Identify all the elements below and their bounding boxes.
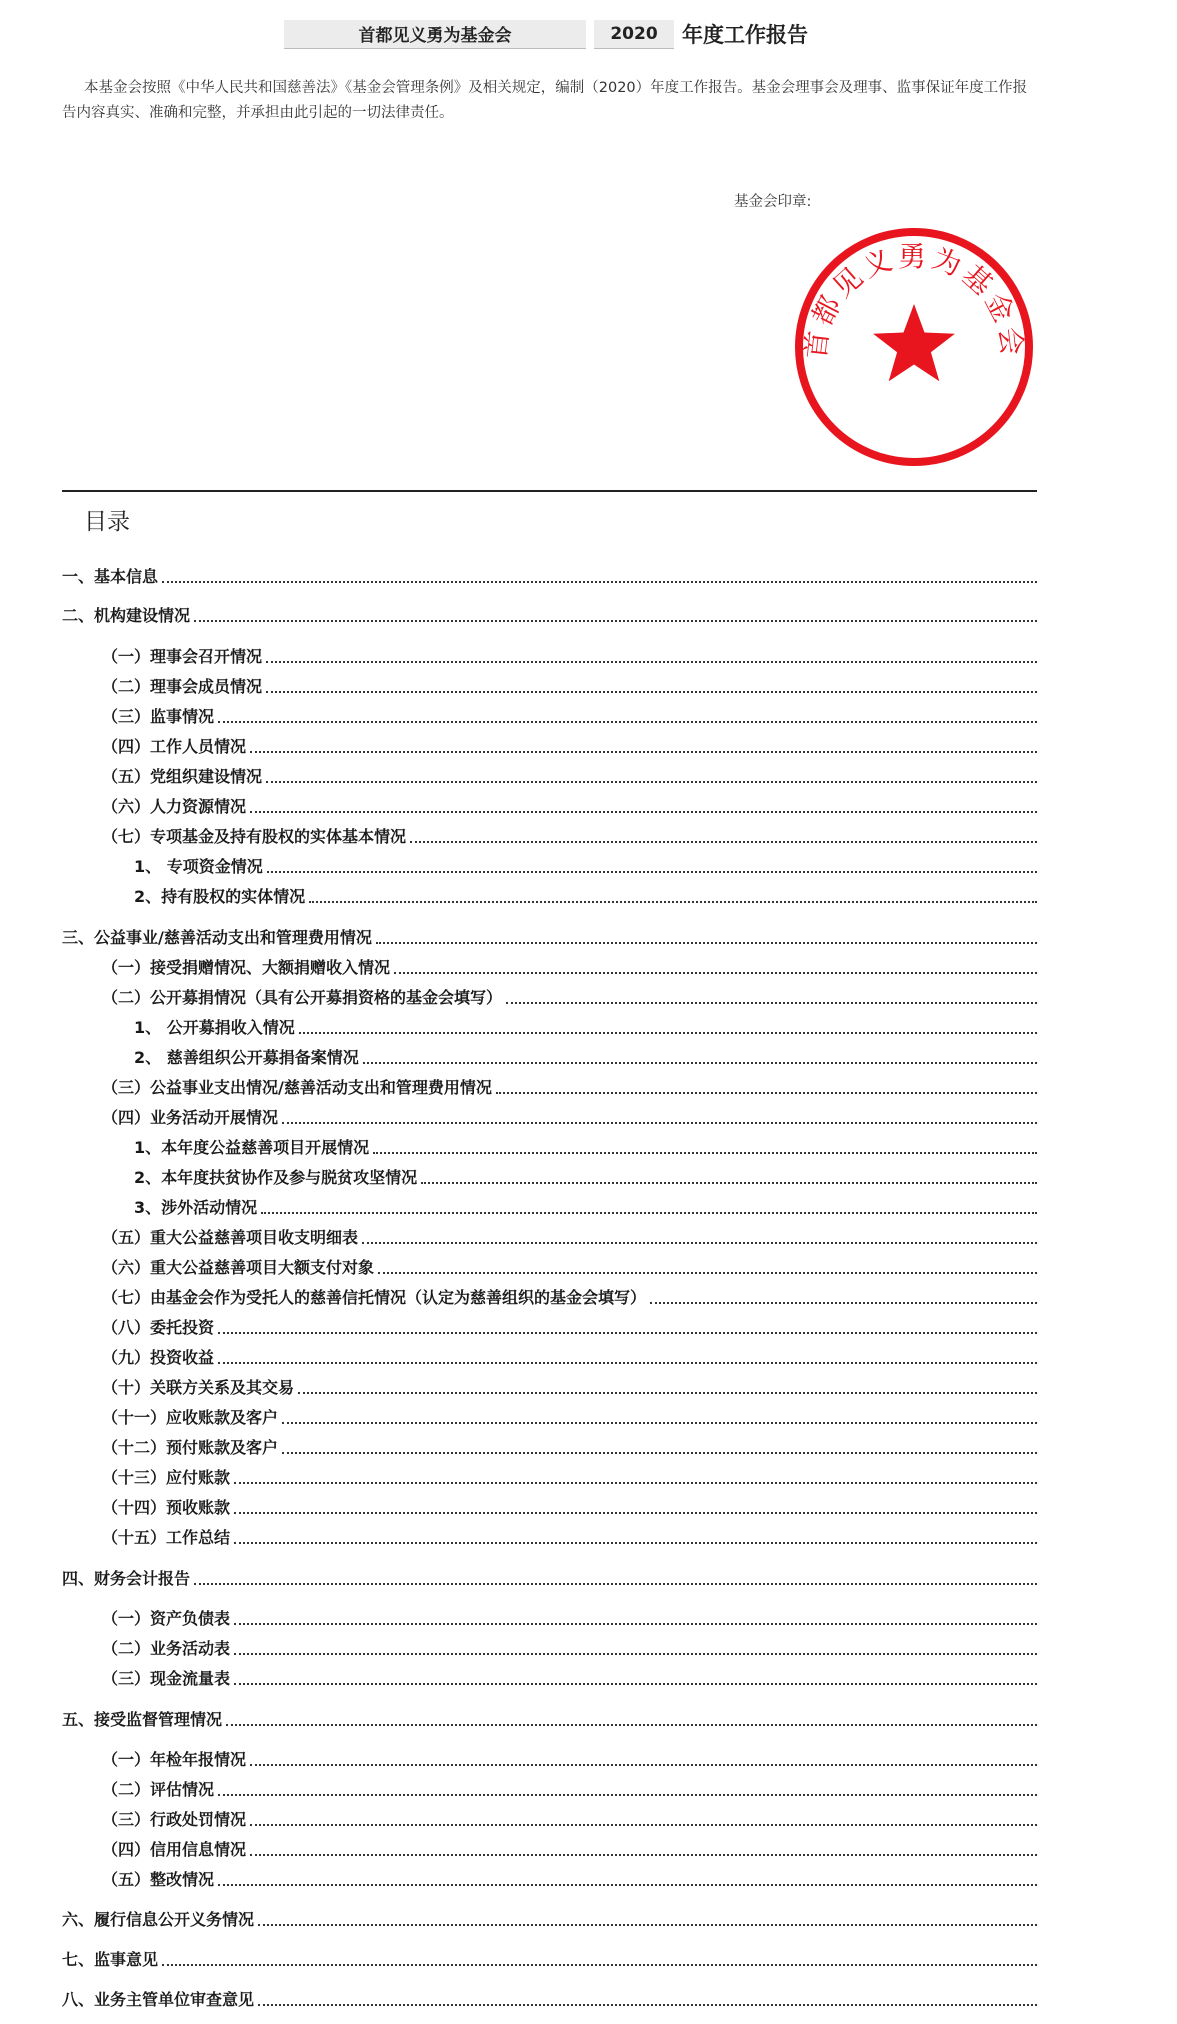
report-title	[284, 18, 808, 50]
toc-dot-leader	[421, 1181, 1037, 1184]
toc-entry[interactable]	[102, 1464, 1037, 1488]
toc-title: 目录	[84, 509, 130, 535]
toc-dot-leader	[218, 1331, 1037, 1334]
toc-entry[interactable]	[102, 1314, 1037, 1338]
toc-entry[interactable]	[102, 1806, 1037, 1830]
toc-dot-leader	[376, 941, 1037, 944]
toc-entry-label: （十五）工作总结	[102, 1528, 231, 1547]
toc-dot-leader	[234, 1541, 1037, 1544]
toc-entry-label: （六）人力资源情况	[102, 797, 247, 816]
toc-entry[interactable]	[102, 673, 1037, 697]
toc-dot-leader	[250, 810, 1037, 813]
toc-dot-leader	[162, 580, 1037, 583]
toc-entry-label: 四、财务会计报告	[62, 1569, 191, 1588]
toc-dot-leader	[266, 690, 1037, 693]
toc-entry-label: （十一）应收账款及客户	[102, 1408, 279, 1427]
toc-dot-leader	[234, 1511, 1037, 1514]
toc-dot-leader	[394, 971, 1037, 974]
toc-entry[interactable]	[102, 763, 1037, 787]
toc-dot-leader	[373, 1151, 1037, 1154]
toc-entry[interactable]	[102, 1074, 1037, 1098]
toc-entry-label: 三、公益事业/慈善活动支出和管理费用情况	[62, 928, 372, 947]
toc-dot-leader	[266, 780, 1037, 783]
toc-dot-leader	[650, 1301, 1037, 1304]
toc-dot-leader	[226, 1723, 1037, 1726]
toc-entry[interactable]	[102, 1344, 1037, 1368]
toc-dot-leader	[309, 900, 1037, 903]
toc-dot-leader	[266, 660, 1037, 663]
toc-entry[interactable]	[62, 602, 1037, 626]
toc-dot-leader	[267, 870, 1037, 873]
toc-entry[interactable]	[134, 853, 1037, 877]
toc-entry-label: 1、 专项资金情况	[134, 857, 263, 876]
toc-entry-label: （四）工作人员情况	[102, 737, 247, 756]
toc-entry-label: 一、基本信息	[62, 567, 159, 586]
toc-dot-leader	[234, 1481, 1037, 1484]
toc-entry-label: （六）重大公益慈善项目大额支付对象	[102, 1258, 375, 1277]
toc-dot-leader	[378, 1271, 1037, 1274]
toc-dot-leader	[218, 1883, 1037, 1886]
toc-entry-label: （四）业务活动开展情况	[102, 1108, 279, 1127]
toc-entry-label: （十）关联方关系及其交易	[102, 1378, 295, 1397]
toc-entry-label: 2、 慈善组织公开募捐备案情况	[134, 1048, 359, 1067]
toc-dot-leader	[250, 1853, 1037, 1856]
toc-dot-leader	[218, 1361, 1037, 1364]
toc-entry[interactable]	[134, 1044, 1037, 1068]
toc-entry[interactable]	[102, 1494, 1037, 1518]
toc-entry[interactable]	[134, 1014, 1037, 1038]
toc-dot-leader	[299, 1031, 1037, 1034]
toc-entry[interactable]	[102, 703, 1037, 727]
toc-entry[interactable]	[102, 1836, 1037, 1860]
toc-entry-label: 1、本年度公益慈善项目开展情况	[134, 1138, 370, 1157]
toc-dot-leader	[506, 1001, 1037, 1004]
toc-dot-leader	[234, 1622, 1037, 1625]
toc-entry-label: 六、履行信息公开义务情况	[62, 1910, 255, 1929]
toc-entry[interactable]	[102, 1665, 1037, 1689]
toc-entry-label: （二）公开募捐情况（具有公开募捐资格的基金会填写）	[102, 988, 503, 1007]
toc-entry-label: （三）监事情况	[102, 707, 215, 726]
toc-entry[interactable]	[62, 1946, 1037, 1970]
toc-entry[interactable]	[102, 643, 1037, 667]
toc-dot-leader	[258, 2003, 1037, 2006]
toc-dot-leader	[363, 1061, 1037, 1064]
toc-entry[interactable]	[102, 1866, 1037, 1890]
toc-entry-label: （二）业务活动表	[102, 1639, 231, 1658]
toc-entry[interactable]	[62, 1986, 1037, 2010]
toc-entry[interactable]	[62, 1906, 1037, 1930]
toc-entry[interactable]	[134, 1134, 1037, 1158]
toc-entry-label: （十二）预付账款及客户	[102, 1438, 279, 1457]
toc-entry[interactable]	[102, 1374, 1037, 1398]
toc-entry[interactable]	[102, 1434, 1037, 1458]
toc-entry-label: （七）由基金会作为受托人的慈善信托情况（认定为慈善组织的基金会填写）	[102, 1288, 647, 1307]
seal-label: 基金会印章:	[734, 194, 812, 210]
toc-entry[interactable]	[102, 1746, 1037, 1770]
toc-entry[interactable]	[62, 1706, 1037, 1730]
toc-dot-leader	[282, 1451, 1037, 1454]
toc-dot-leader	[282, 1421, 1037, 1424]
toc-entry-label: 2、本年度扶贫协作及参与脱贫攻坚情况	[134, 1168, 418, 1187]
toc-entry[interactable]	[102, 1284, 1037, 1308]
toc-entry-label: （十四）预收账款	[102, 1498, 231, 1517]
toc-entry-label: （三）现金流量表	[102, 1669, 231, 1688]
toc-entry[interactable]	[102, 1254, 1037, 1278]
toc-entry-label: 八、业务主管单位审查意见	[62, 1990, 255, 2009]
toc-entry-label: （八）委托投资	[102, 1318, 215, 1337]
toc-entry[interactable]	[102, 984, 1037, 1008]
toc-dot-leader	[362, 1241, 1037, 1244]
toc-entry[interactable]	[102, 823, 1037, 847]
toc-entry-label: （四）信用信息情况	[102, 1840, 247, 1859]
toc-entry[interactable]	[102, 1404, 1037, 1428]
toc-entry-label: 2、持有股权的实体情况	[134, 887, 306, 906]
toc-dot-leader	[218, 1793, 1037, 1796]
intro-paragraph: 本基金会按照《中华人民共和国慈善法》《基金会管理条例》及相关规定，编制（2020）年度工作报告。基金会理事会及理事、监事保证年度工作报告内容真实、准确和完整，并承担由此引起的一切法律责任。	[62, 80, 1028, 121]
toc-entry[interactable]	[102, 1104, 1037, 1128]
toc-entry-label: （五）重大公益慈善项目收支明细表	[102, 1228, 359, 1247]
toc-entry[interactable]	[102, 1635, 1037, 1659]
toc-dot-leader	[410, 840, 1037, 843]
toc-entry-label: （三）公益事业支出情况/慈善活动支出和管理费用情况	[102, 1078, 492, 1097]
toc-entry[interactable]	[102, 733, 1037, 757]
toc-dot-leader	[250, 750, 1037, 753]
toc-dot-leader	[496, 1091, 1037, 1094]
toc-entry-label: 二、机构建设情况	[62, 606, 191, 625]
section-divider	[62, 490, 1037, 492]
toc-entry-label: 3、涉外活动情况	[134, 1198, 258, 1217]
toc-entry-label: （九）投资收益	[102, 1348, 215, 1367]
org-name-field: 首都见义勇为基金会	[284, 20, 586, 49]
toc-entry-label: （一）资产负债表	[102, 1609, 231, 1628]
toc-entry-label: （一）接受捐赠情况、大额捐赠收入情况	[102, 958, 391, 977]
toc-entry[interactable]	[102, 1776, 1037, 1800]
toc-dot-leader	[194, 1582, 1037, 1585]
toc-entry-label: （十三）应付账款	[102, 1468, 231, 1487]
toc-entry[interactable]	[62, 563, 1037, 587]
toc-entry-label: 五、接受监督管理情况	[62, 1710, 223, 1729]
year-field: 2020	[594, 20, 674, 49]
toc-entry-label: （二）理事会成员情况	[102, 677, 263, 696]
toc-entry[interactable]	[62, 1565, 1037, 1589]
toc-entry-label: （五）整改情况	[102, 1870, 215, 1889]
toc-dot-leader	[162, 1963, 1037, 1966]
toc-entry-label: 1、 公开募捐收入情况	[134, 1018, 295, 1037]
toc-entry-label: （二）评估情况	[102, 1780, 215, 1799]
toc-entry-label: （三）行政处罚情况	[102, 1810, 247, 1829]
seal-text: 首都见义勇为基金会	[798, 239, 1030, 361]
toc-entry[interactable]	[134, 883, 1037, 907]
toc-dot-leader	[234, 1682, 1037, 1685]
toc-dot-leader	[250, 1823, 1037, 1826]
toc-dot-leader	[258, 1923, 1037, 1926]
toc-entry[interactable]	[102, 1605, 1037, 1629]
foundation-seal	[791, 224, 1037, 470]
toc-dot-leader	[234, 1652, 1037, 1655]
toc-entry-label: （七）专项基金及持有股权的实体基本情况	[102, 827, 407, 846]
toc-dot-leader	[194, 619, 1037, 622]
star-icon	[873, 304, 955, 381]
toc-dot-leader	[282, 1121, 1037, 1124]
toc-entry[interactable]	[62, 924, 1037, 948]
toc-entry[interactable]	[102, 1224, 1037, 1248]
toc-entry-label: （一）理事会召开情况	[102, 647, 263, 666]
toc-dot-leader	[218, 720, 1037, 723]
toc-entry[interactable]	[102, 793, 1037, 817]
toc-entry-label: 七、监事意见	[62, 1950, 159, 1969]
toc-dot-leader	[261, 1211, 1037, 1214]
toc-entry[interactable]	[102, 954, 1037, 978]
toc-entry[interactable]	[102, 1524, 1037, 1548]
toc-entry-label: （一）年检年报情况	[102, 1750, 247, 1769]
toc-dot-leader	[250, 1763, 1037, 1766]
toc-dot-leader	[298, 1391, 1037, 1394]
toc-entry-label: （五）党组织建设情况	[102, 767, 263, 786]
toc-entry[interactable]	[134, 1164, 1037, 1188]
title-suffix: 年度工作报告	[682, 23, 808, 47]
toc-entry[interactable]	[134, 1194, 1037, 1218]
